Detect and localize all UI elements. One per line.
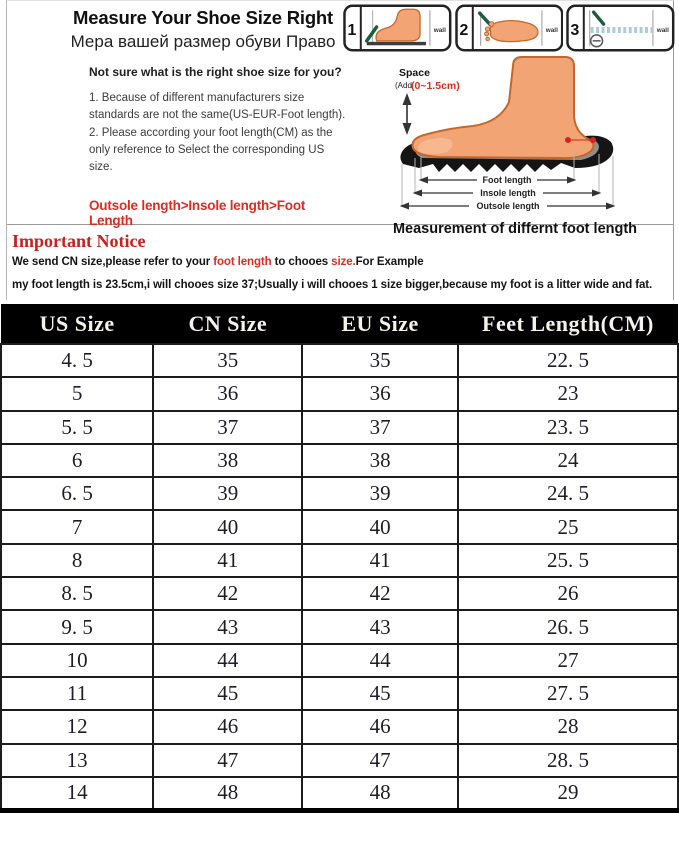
table-cell: 7: [1, 510, 153, 543]
table-cell: 39: [153, 477, 302, 510]
table-cell: 39: [302, 477, 458, 510]
table-cell: 44: [302, 644, 458, 677]
table-cell: 29: [458, 777, 678, 810]
space-label: Space: [399, 67, 430, 79]
column-header: EU Size: [302, 304, 458, 344]
notice-line1-foot-length: foot length: [213, 256, 272, 268]
size-rule-text: Outsole length>Insole length>Foot Length: [89, 198, 306, 229]
instruction-point-1: 1. Because of different manufacturers size standards are not the same(US-EUR-Foot length).: [89, 92, 346, 122]
table-row: [1, 710, 678, 743]
notice-line1-part5: For Example: [355, 256, 424, 268]
instruction-points: [89, 90, 349, 176]
table-cell: 41: [153, 544, 302, 577]
table-cell: 35: [153, 344, 302, 377]
upper-section: [6, 0, 674, 300]
table-cell: 46: [153, 710, 302, 743]
size-conversion-table: [0, 304, 679, 813]
table-cell: 26: [458, 577, 678, 610]
table-row: [1, 377, 678, 410]
notice-line-2: my foot length is 23.5cm,i will chooes size 37;Usually i will chooes 1 size bigger,because my foot is a litter wide and fat.: [12, 279, 653, 291]
table-row: [1, 644, 678, 677]
step-number: 2: [459, 21, 468, 39]
table-cell: 24: [458, 444, 678, 477]
table-cell: 42: [302, 577, 458, 610]
instructions-column: [57, 7, 349, 228]
table-cell: 37: [302, 411, 458, 444]
table-cell: 45: [302, 677, 458, 710]
table-cell: 48: [302, 777, 458, 810]
table-cell: 9. 5: [1, 610, 153, 643]
table-cell: 28. 5: [458, 744, 678, 777]
dim-outsole-length-label: Outsole length: [476, 201, 540, 211]
table-row: [1, 744, 678, 777]
table-cell: 35: [302, 344, 458, 377]
measure-guide-section: [7, 1, 673, 237]
table-cell: 46: [302, 710, 458, 743]
foot-measurement-diagram: [385, 56, 675, 219]
space-add-label: (Add: [395, 81, 412, 90]
table-cell: 25: [458, 510, 678, 543]
table-row: [1, 677, 678, 710]
table-cell: 5: [1, 377, 153, 410]
table-cell: 6. 5: [1, 477, 153, 510]
table-cell: 23: [458, 377, 678, 410]
notice-line-1: [12, 256, 667, 268]
wall-label: wall: [657, 26, 670, 34]
size-table-head: [1, 304, 678, 344]
measure-step-1-icon: [343, 4, 452, 52]
paper-base: [367, 42, 426, 45]
table-row: [1, 510, 678, 543]
table-cell: 43: [302, 610, 458, 643]
page-subtitle-russian: Мера вашей размер обуви Право: [70, 32, 336, 51]
column-header: CN Size: [153, 304, 302, 344]
table-cell: 44: [153, 644, 302, 677]
heel-dot-outer: [590, 137, 596, 143]
step-number: 1: [347, 21, 357, 39]
size-table-body: [1, 344, 678, 810]
foot-top-icon: [490, 21, 538, 42]
step-number: 3: [570, 21, 580, 39]
diagram-column: [343, 4, 675, 237]
table-row: [1, 444, 678, 477]
measure-step-2-icon: [455, 4, 564, 52]
table-cell: 5. 5: [1, 411, 153, 444]
table-cell: 26. 5: [458, 610, 678, 643]
table-cell: 12: [1, 710, 153, 743]
measure-step-3-icon: [566, 4, 675, 52]
table-cell: 11: [1, 677, 153, 710]
space-range-label: (0~1.5cm): [411, 80, 460, 92]
table-cell: 40: [302, 510, 458, 543]
notice-line1-size: size.: [331, 256, 356, 268]
table-cell: 27: [458, 644, 678, 677]
page-title: Measure Your Shoe Size Right: [73, 7, 333, 28]
table-cell: 14: [1, 777, 153, 810]
table-row: [1, 344, 678, 377]
column-header: Feet Length(CM): [458, 304, 678, 344]
table-cell: 28: [458, 710, 678, 743]
header-row: [1, 304, 678, 344]
table-cell: 36: [153, 377, 302, 410]
table-cell: 8. 5: [1, 577, 153, 610]
wall-label: wall: [433, 26, 446, 34]
measure-steps-row: [343, 4, 675, 52]
foot-measurement-svg: [385, 56, 647, 214]
table-cell: 47: [302, 744, 458, 777]
table-row: [1, 610, 678, 643]
column-header: US Size: [1, 304, 153, 344]
table-cell: 41: [302, 544, 458, 577]
table-cell: 22. 5: [458, 344, 678, 377]
table-cell: 10: [1, 644, 153, 677]
table-cell: 42: [153, 577, 302, 610]
table-cell: 48: [153, 777, 302, 810]
table-cell: 36: [302, 377, 458, 410]
dim-foot-length-label: Foot length: [482, 175, 532, 185]
table-cell: 25. 5: [458, 544, 678, 577]
heel-dot-inner: [565, 137, 571, 143]
table-cell: 27. 5: [458, 677, 678, 710]
table-cell: 47: [153, 744, 302, 777]
table-row: [1, 577, 678, 610]
table-cell: 23. 5: [458, 411, 678, 444]
table-cell: 8: [1, 544, 153, 577]
table-row: [1, 411, 678, 444]
notice-title: Important Notice: [12, 231, 146, 251]
table-cell: 38: [153, 444, 302, 477]
question-text: Not sure what is the right shoe size for you?: [89, 65, 342, 79]
table-cell: 13: [1, 744, 153, 777]
table-row: [1, 477, 678, 510]
notice-line1-part1: We send CN size,please refer to your: [12, 256, 214, 268]
table-row: [1, 777, 678, 810]
table-cell: 40: [153, 510, 302, 543]
instruction-point-2: 2. Please according your foot length(CM) as the only reference to Select the corresponding US size.: [89, 126, 333, 173]
table-cell: 24. 5: [458, 477, 678, 510]
diagram-caption: Measurement of differnt foot length: [392, 221, 638, 237]
table-cell: 38: [302, 444, 458, 477]
table-cell: 45: [153, 677, 302, 710]
table-cell: 4. 5: [1, 344, 153, 377]
table-cell: 6: [1, 444, 153, 477]
wall-label: wall: [545, 26, 558, 34]
notice-line1-part3: to chooes: [271, 256, 332, 268]
table-cell: 43: [153, 610, 302, 643]
table-row: [1, 544, 678, 577]
table-cell: 37: [153, 411, 302, 444]
dim-insole-length-label: Insole length: [480, 188, 536, 198]
